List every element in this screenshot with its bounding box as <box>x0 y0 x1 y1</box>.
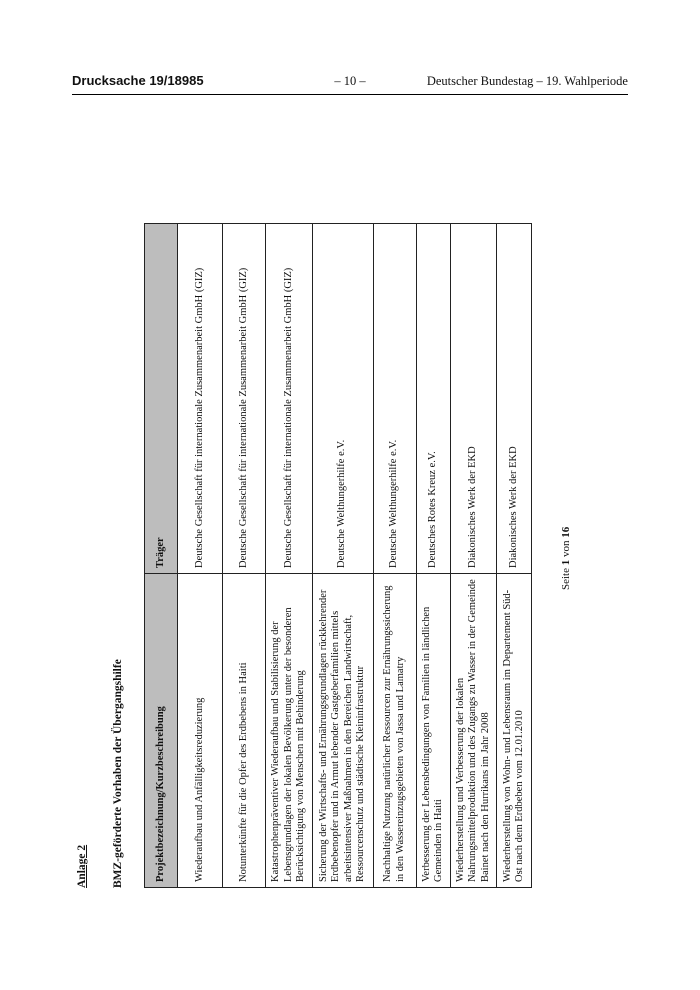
carrier-cell: Diakonisches Werk der EKD <box>497 224 532 574</box>
column-header-project: Projektbezeichnung/Kurzbeschreibung <box>145 574 178 888</box>
project-cell: Nachhaltige Nutzung natürlicher Ressourcen zur Ernährungssicherung in den Wassereinzugsgebieten von Jassa und Lamatry <box>373 574 416 888</box>
carrier-cell: Deutsche Welthungerhilfe e.V. <box>373 224 416 574</box>
project-cell: Verbesserung der Lebensbedingungen von Familien in ländlichen Gemeinden in Haiti <box>416 574 450 888</box>
annex-label: Anlage 2 <box>76 844 88 888</box>
page-number-total: 16 <box>560 526 572 538</box>
project-cell: Katastrophenpräventiver Wiederaufbau und Stabilisierung der Lebensgrundlagen der lokalen Bevölkerung unter der besonderen Berücksichtigung von Menschen mit Behinderung <box>266 574 313 888</box>
carrier-cell: Deutsche Gesellschaft für internationale Zusammenarbeit GmbH (GIZ) <box>223 224 266 574</box>
table-row <box>178 224 223 888</box>
carrier-cell: Deutsche Gesellschaft für internationale Zusammenarbeit GmbH (GIZ) <box>178 224 223 574</box>
header-rule <box>72 94 628 95</box>
table-row <box>450 224 497 888</box>
parliament-label: Deutscher Bundestag – 19. Wahlperiode <box>426 74 628 88</box>
page-number-prefix: Seite <box>560 565 572 590</box>
carrier-cell: Deutsches Rotes Kreuz e.V. <box>416 224 450 574</box>
table-row <box>373 224 416 888</box>
landscape-page <box>40 128 582 888</box>
table-row <box>223 224 266 888</box>
page-number <box>560 527 572 590</box>
project-cell: Notunterkünfte für die Opfer des Erdbebens in Haiti <box>223 574 266 888</box>
page-number-middle: von <box>560 537 572 560</box>
page-marker: – 10 – <box>334 74 366 88</box>
table-row <box>312 224 373 888</box>
project-cell: Wiederaufbau und Anfälligkeitsreduzierung <box>178 574 223 888</box>
project-cell: Sicherung der Wirtschafts- und Ernährungsgrundlagen rückkehrender Erdbebenopfer und in Armut lebender Gastgeberfamilien mittels arbeitsintensiver Maßnahmen in den Bereichen Landwirtschaft, Ressourcenschutz und städtische Kleininfrastruktur <box>312 574 373 888</box>
document-number-value: 18985 <box>167 73 204 88</box>
column-header-carrier: Träger <box>145 224 178 574</box>
carrier-cell: Deutsche Welthungerhilfe e.V. <box>312 224 373 574</box>
page-number-current: 1 <box>560 559 572 566</box>
project-cell: Wiederherstellung und Verbesserung der lokalen Nahrungsmittelproduktion und des Zugangs zu Wasser in der Gemeinde Bainet nach den Hurrikans im Jahr 2008 <box>450 574 497 888</box>
projects-table <box>144 223 532 888</box>
document-label: Drucksache 19/ <box>72 73 168 88</box>
table-header-row <box>145 224 178 888</box>
table-caption: BMZ-geförderte Vorhaben der Übergangshilfe <box>112 659 124 888</box>
carrier-cell: Deutsche Gesellschaft für internationale Zusammenarbeit GmbH (GIZ) <box>266 224 313 574</box>
table-row <box>497 224 532 888</box>
table-row <box>266 224 313 888</box>
table-row <box>416 224 450 888</box>
project-cell: Wiederherstellung von Wohn- und Lebensraum im Departement Süd-Ost nach dem Erdbeben vom 12.01.2010 <box>497 574 532 888</box>
carrier-cell: Diakonisches Werk der EKD <box>450 224 497 574</box>
